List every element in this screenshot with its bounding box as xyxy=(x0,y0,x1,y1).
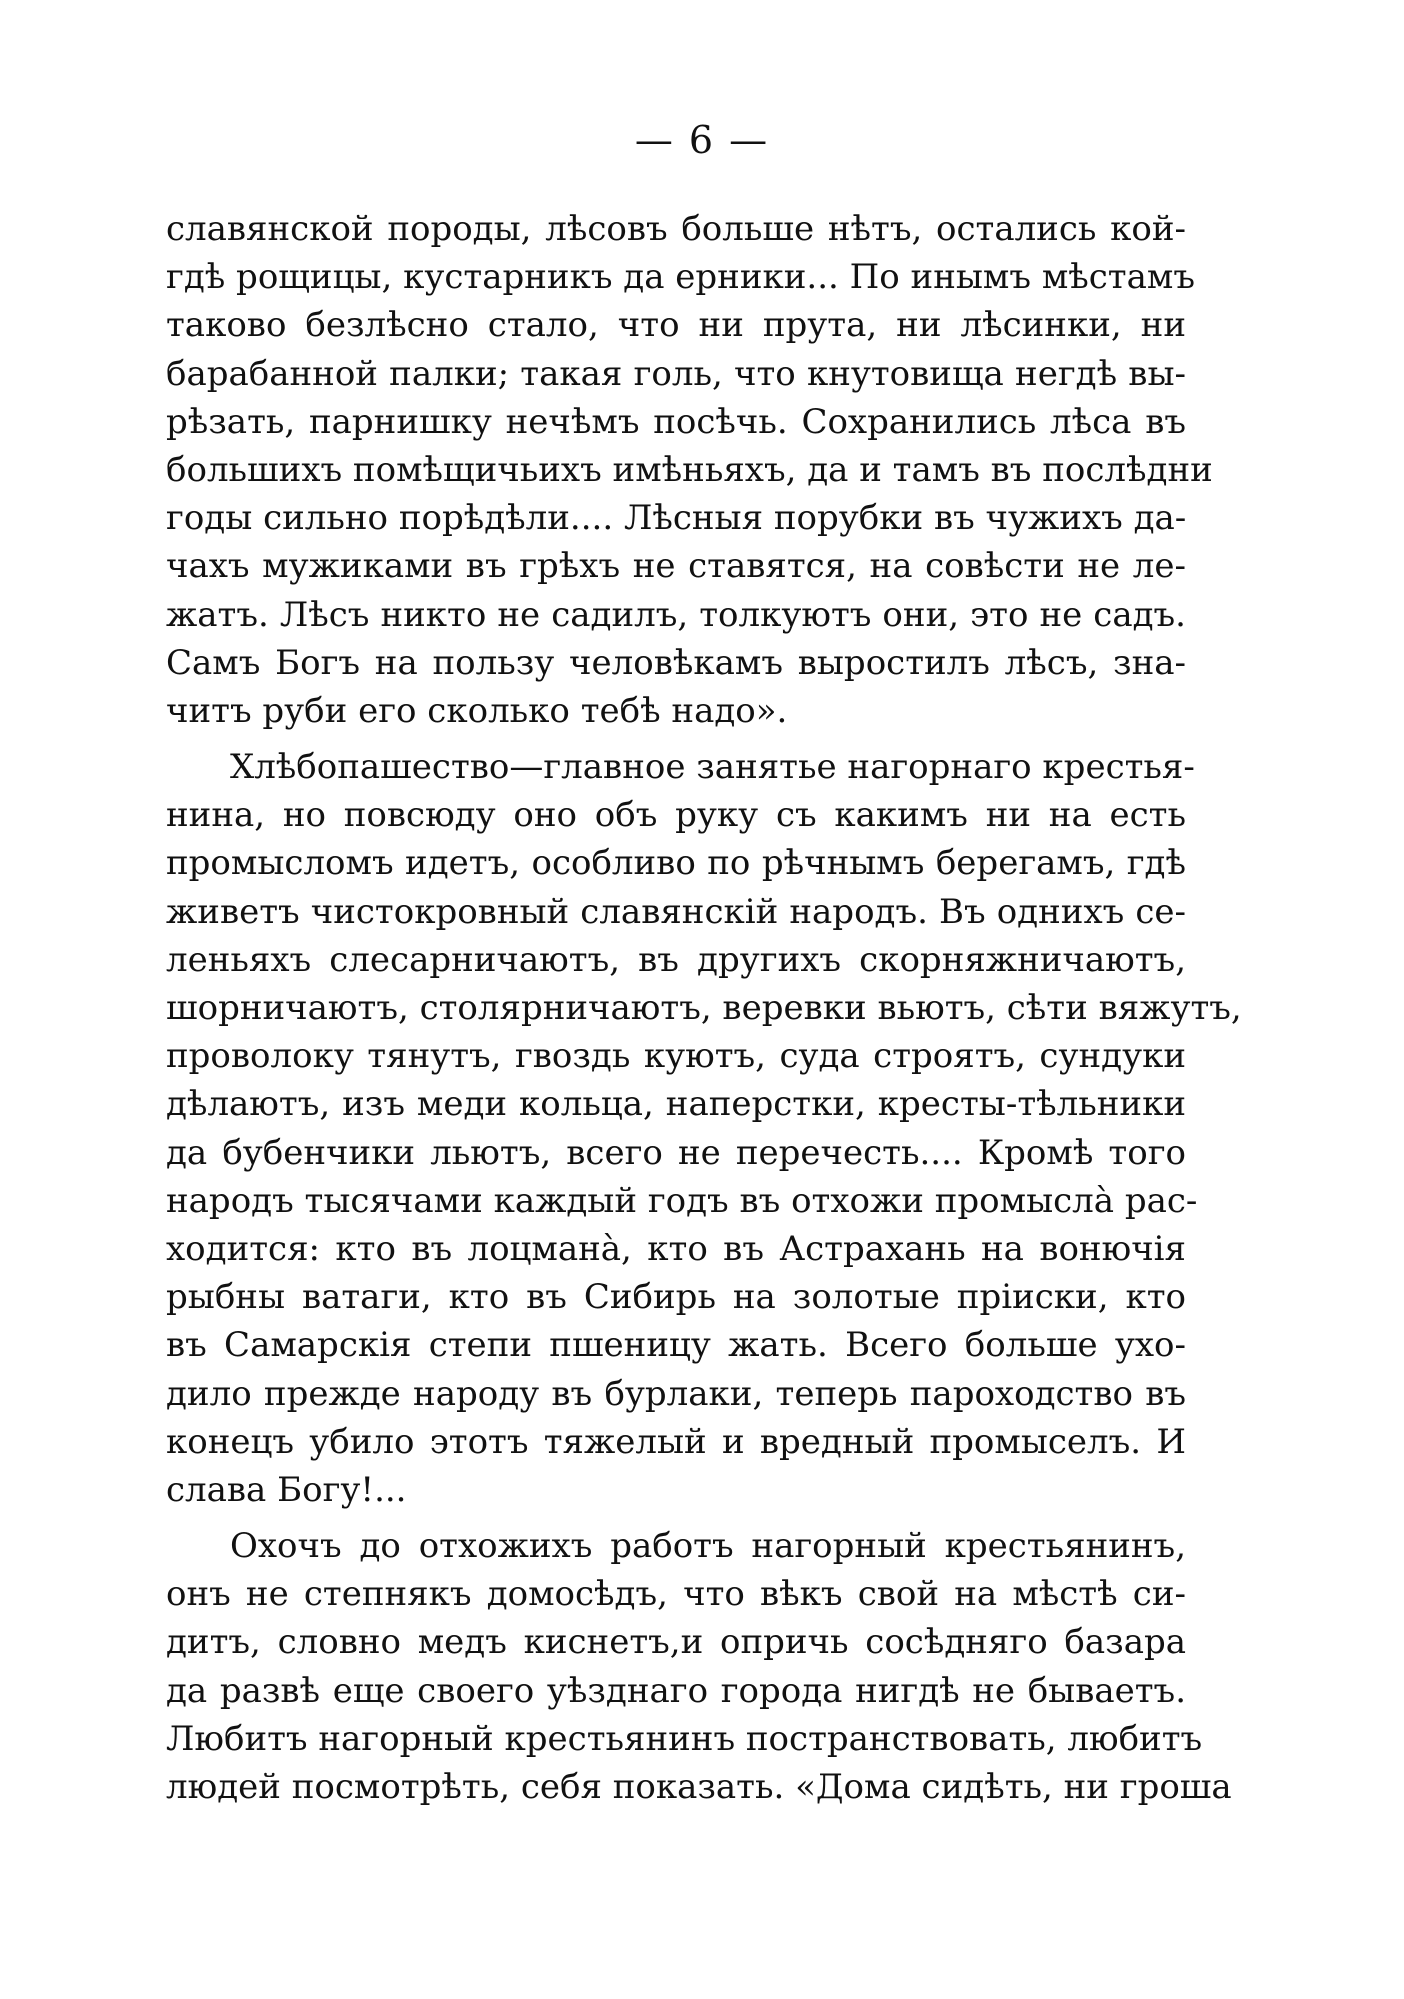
text-line: нина, но повсюду оно объ руку съ какимъ ни на есть xyxy=(166,795,1186,836)
text-line: славянской породы, лѣсовъ больше нѣтъ, остались кой- xyxy=(166,209,1186,249)
text-line: слава Богу!... xyxy=(166,1469,407,1510)
text-line: въ Самарскія степи пшеницу жать. Всего больше ухо- xyxy=(166,1325,1186,1366)
text-line: дило прежде народу въ бурлаки, теперь пароходство въ xyxy=(166,1373,1186,1414)
text-line: читъ руби его сколько тебѣ надо». xyxy=(166,690,788,731)
paragraph xyxy=(166,205,1213,735)
text-line: народъ тысячами каждый годъ въ отхожи промыслà рас- xyxy=(166,1180,1198,1221)
text-line: годы сильно порѣдѣли.... Лѣсныя порубки въ чужихъ да- xyxy=(166,498,1187,539)
text-line: таково безлѣсно стало, что ни прута, ни лѣсинки, ни xyxy=(166,305,1186,346)
text-line: Охочъ до отхожихъ работъ нагорный крестьянинъ, xyxy=(230,1526,1186,1567)
text-line: да бубенчики льютъ, всего не перечесть.... Кромѣ того xyxy=(166,1132,1186,1173)
text-line: шорничаютъ, столярничаютъ, веревки вьютъ, сѣти вяжутъ, xyxy=(166,988,1242,1028)
body-text xyxy=(166,205,1242,1811)
paragraph xyxy=(166,1522,1232,1811)
text-line: рыбны ватаги, кто въ Сибирь на золотые пріиски, кто xyxy=(166,1277,1186,1318)
text-line: большихъ помѣщичьихъ имѣньяхъ, да и тамъ въ послѣдни xyxy=(166,449,1213,490)
paragraph xyxy=(166,743,1242,1514)
text-line: Хлѣбопашество—главное занятье нагорнаго крестья- xyxy=(230,747,1195,788)
text-line: леньяхъ слесарничаютъ, въ другихъ скорняжничаютъ, xyxy=(166,939,1186,980)
text-line: рѣзать, парнишку нечѣмъ посѣчь. Сохранились лѣса въ xyxy=(166,401,1186,442)
text-line: гдѣ рощицы, кустарникъ да ерники... По инымъ мѣстамъ xyxy=(166,257,1195,298)
text-line: Самъ Богъ на пользу человѣкамъ выростилъ лѣсъ, зна- xyxy=(166,642,1186,683)
text-line: дѣлаютъ, изъ меди кольца, наперстки, кресты-тѣльники xyxy=(166,1084,1186,1125)
page-number: — 6 — xyxy=(634,118,770,162)
text-line: конецъ убило этотъ тяжелый и вредный промыселъ. И xyxy=(166,1421,1186,1462)
text-line: жатъ. Лѣсъ никто не садилъ, толкуютъ они, это не садъ. xyxy=(166,594,1186,635)
text-line: промысломъ идетъ, особливо по рѣчнымъ берегамъ, гдѣ xyxy=(166,843,1186,884)
text-line: Любитъ нагорный крестьянинъ постранствовать, любитъ xyxy=(166,1718,1203,1759)
text-line: да развѣ еще своего уѣзднаго города нигдѣ не бываетъ. xyxy=(166,1670,1186,1711)
text-line: чахъ мужиками въ грѣхъ не ставятся, на совѣсти не ле- xyxy=(166,546,1186,587)
text-line: дитъ, словно медъ киснетъ,и опричь сосѣдняго базара xyxy=(166,1622,1186,1663)
text-line: проволоку тянутъ, гвоздь куютъ, суда строятъ, сундуки xyxy=(166,1036,1186,1077)
text-line: людей посмотрѣть, себя показать. «Дома сидѣть, ни гроша xyxy=(166,1767,1232,1807)
text-line: живетъ чистокровный славянскій народъ. Въ однихъ се- xyxy=(166,891,1186,932)
text-line: онъ не степнякъ домосѣдъ, что вѣкъ свой на мѣстѣ си- xyxy=(166,1574,1186,1615)
text-line: ходится: кто въ лоцманà, кто въ Астрахань на вонючія xyxy=(166,1228,1186,1269)
text-line: барабанной палки; такая голь, что кнутовища негдѣ вы- xyxy=(166,353,1186,394)
